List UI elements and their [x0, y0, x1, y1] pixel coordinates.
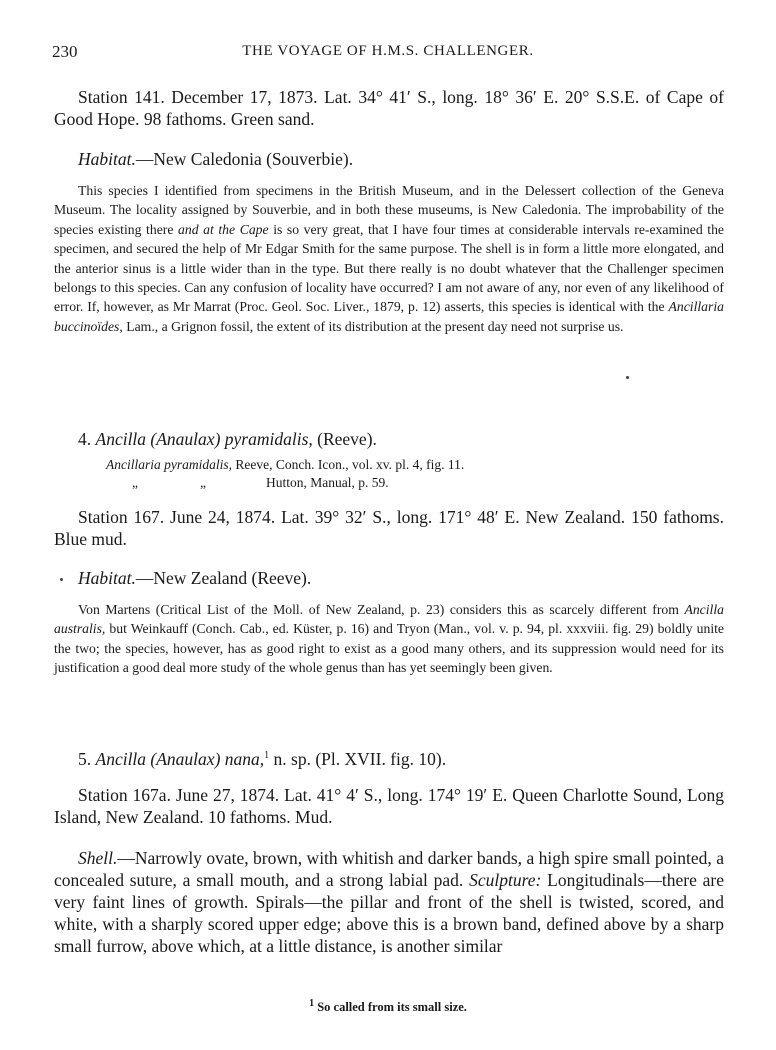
species-name-italic: Ancilla australis, — [54, 602, 724, 637]
shell-description-text — [54, 847, 724, 957]
station-167-record — [54, 506, 724, 550]
paragraph-text-part: Von Martens (Critical List of the Moll. of New Zealand, p. 23) considers this as scarcely different from — [78, 602, 685, 617]
species-name: Ancilla (Anaulax) nana, — [95, 749, 265, 769]
habitat-label: Habitat. — [78, 568, 136, 588]
footnote-marker: 1 — [309, 997, 315, 1009]
paragraph-von-martens-text — [54, 600, 724, 678]
running-title: THE VOYAGE OF H.M.S. CHALLENGER. — [242, 43, 534, 59]
print-speck — [626, 376, 629, 379]
paragraph-italic-text: and at the Cape — [178, 221, 269, 237]
synonym-row — [106, 456, 776, 474]
paragraph-text-part: but Weinkauff (Conch. Cab., ed. Küster, p. 16) and Tryon (Man., vol. v. p. 94, pl. xxxviii. fig. 29) boldly unite the two; the species, however, has as good right to exist as a good many others, and its suppression would need for its justification a good deal more study of the whole genus than has yet seemingly been given. — [54, 621, 724, 676]
ditto-mark: „ — [200, 475, 206, 490]
station-167-text: Station 167. June 24, 1874. Lat. 39° 32′ S., long. 171° 48′ E. New Zealand. 150 fathoms. Blue mud. — [54, 507, 724, 549]
habitat-text: —New Zealand (Reeve). — [135, 568, 312, 588]
page-number: 230 — [52, 42, 78, 61]
shell-text-part: Longitudinals—there are very faint lines of growth. Spirals—the pillar and front of the shell is twisted, scored, and white, with a sharply scored upper edge; above this is a brown band, defined above by a sharp small furrow, above which, at a little distance, is another similar — [54, 870, 724, 956]
paragraph-souverbie — [54, 181, 724, 336]
footnote — [0, 997, 776, 1015]
species-name-italic: Ancillaria buccinoïdes — [54, 299, 724, 334]
ditto-mark: „ — [132, 475, 138, 490]
species-heading-nana — [54, 748, 748, 770]
shell-description — [54, 847, 724, 957]
species-author: (Reeve). — [312, 429, 377, 449]
paragraph-text-part: This species I identified from specimens in the British Museum, and in the Delessert collection of the Geneva Museum. The locality assigned by Souverbie, and in both these museums, is New Caledonia. The improbability of the species existing there — [54, 183, 724, 237]
synonym-row — [106, 474, 776, 492]
species-number: 5. — [78, 749, 92, 769]
habitat-text: —New Caledonia (Souverbie). — [135, 149, 354, 169]
footnote-reference: 1 — [264, 750, 270, 762]
footnote-text: So called from its small size. — [314, 1000, 467, 1014]
habitat-new-caledonia — [54, 148, 748, 170]
station-141-record — [54, 86, 724, 130]
synonym-reference: Reeve, Conch. Icon., vol. xv. pl. 4, fig. 11. — [232, 457, 465, 472]
station-167a-text: Station 167a. June 27, 1874. Lat. 41° 4′ S., long. 174° 19′ E. Queen Charlotte Sound, Long Island, New Zealand. 10 fathoms. Mud. — [54, 785, 724, 827]
synonymy-list — [54, 456, 776, 492]
station-141-text: Station 141. December 17, 1873. Lat. 34° 41′ S., long. 18° 36′ E. 20° S.S.E. of Cape of Good Hope. 98 fathoms. Green sand. — [54, 87, 724, 129]
paragraph-von-martens — [54, 600, 724, 678]
habitat-new-zealand — [54, 567, 748, 589]
page-header — [52, 42, 724, 66]
species-heading-pyramidalis — [54, 428, 748, 450]
shell-label: Shell. — [78, 848, 118, 868]
paragraph-text-part: , Lam., a Grignon fossil, the extent of its distribution at the present day need not surprise us. — [119, 318, 624, 334]
sculpture-label: Sculpture: — [469, 870, 542, 890]
species-description-ref: n. sp. (Pl. XVII. fig. 10). — [269, 749, 447, 769]
habitat-label: Habitat. — [78, 149, 136, 169]
paragraph-text-part: is so very great, that I have four times at considerable intervals re-examined the specimen, and secured the help of Mr Edgar Smith for the same purpose. The shell is in form a little more elongated, and the anterior sinus is a little wider than in the type. But there really is no doubt whatever that the Challenger specimen belongs to this species. Can any confusion of locality have occurred? I am not aware of any, nor even of any likelihood of error. If, however, as Mr Marrat (Proc. Geol. Soc. Liver., 1879, p. 12) asserts, this species is identical with the — [54, 221, 724, 315]
species-number: 4. — [78, 429, 92, 449]
synonym-name: Ancillaria pyramidalis, — [106, 457, 232, 472]
paragraph-souverbie-text — [54, 181, 724, 336]
station-167a-record — [54, 784, 724, 828]
species-name: Ancilla (Anaulax) pyramidalis, — [95, 429, 313, 449]
print-speck — [60, 578, 63, 581]
shell-text-part: —Narrowly ovate, brown, with whitish and darker bands, a high spire small pointed, a concealed suture, a small mouth, and a strong labial pad. — [54, 848, 724, 890]
synonym-reference: Hutton, Manual, p. 59. — [266, 475, 389, 490]
